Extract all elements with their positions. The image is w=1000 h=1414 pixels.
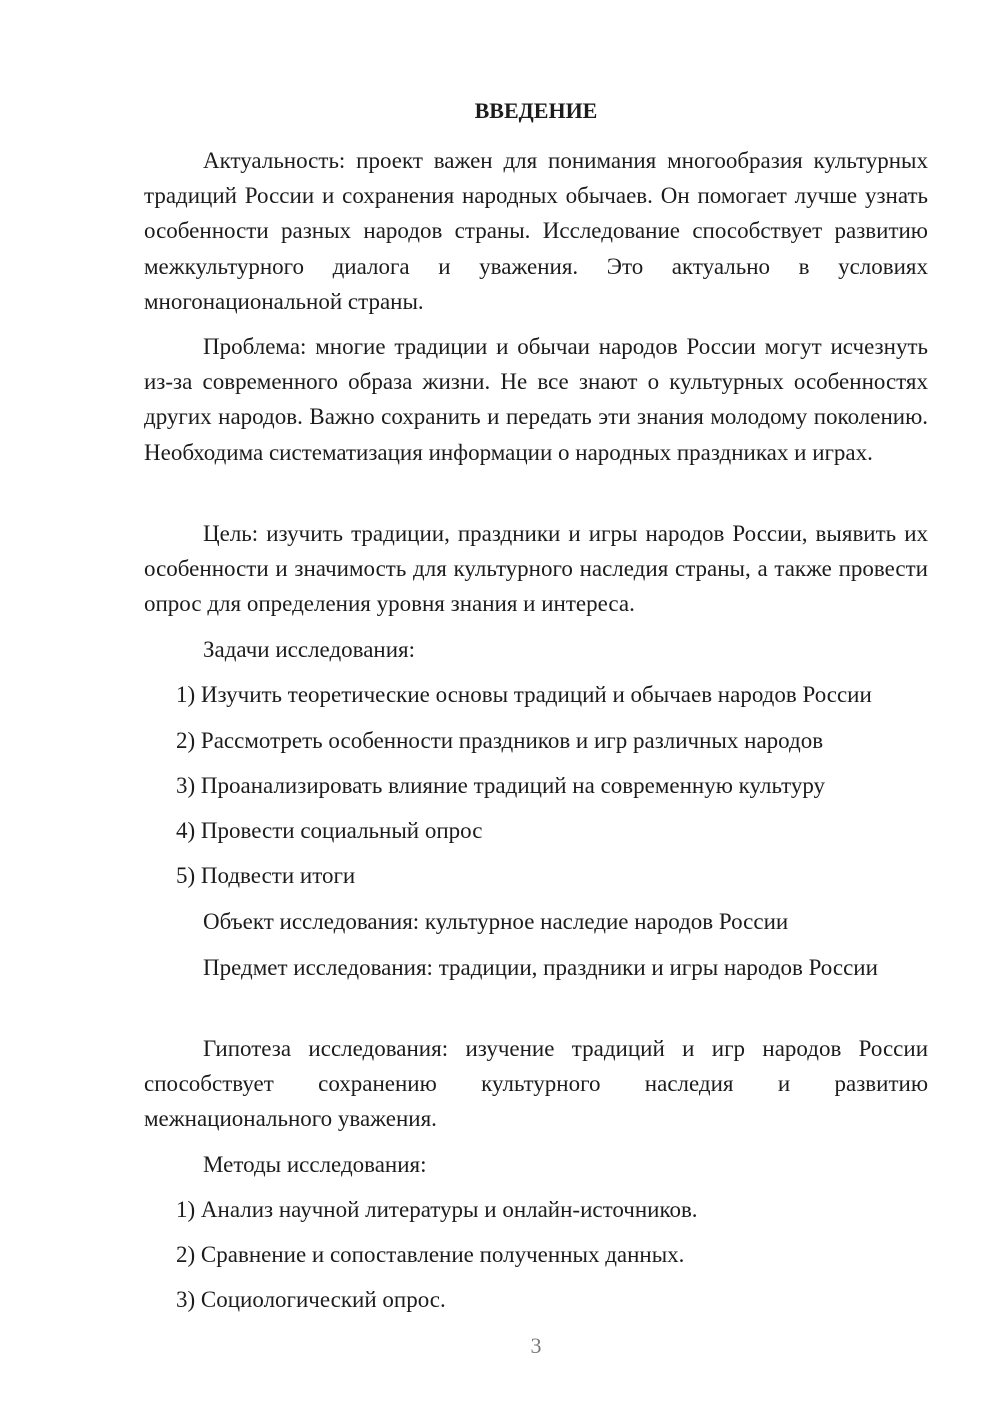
task-item: 4) Провести социальный опрос [176,818,483,843]
tasks-label: Задачи исследования: [203,637,416,662]
goal-paragraph: Цель: изучить традиции, праздники и игры народов России, выявить их особенности и значимость для культурного наследия страны, а также провести опрос для определения уровня знания и интереса. [144,521,928,617]
page-number: 3 [530,1333,542,1358]
task-item: 5) Подвести итоги [176,863,356,888]
method-item: 2) Сравнение и сопоставление полученных данных. [176,1242,685,1267]
method-item: 1) Анализ научной литературы и онлайн-источников. [176,1197,698,1222]
page-title: ВВЕДЕНИЕ [474,98,598,123]
problem-paragraph: Проблема: многие традиции и обычаи народов России могут исчезнуть из-за современного образа жизни. Не все знают о культурных особенностях других народов. Важно сохранить и передать эти знания молодому поколению. Необходима систематизация информации о народных праздниках и играх. [144,334,928,465]
task-item: 3) Проанализировать влияние традиций на современную культуру [176,773,826,798]
relevance-paragraph: Актуальность: проект важен для понимания многообразия культурных традиций России и сохранения народных обычаев. Он помогает лучше узнать особенности разных народов страны. Исследование способствует развитию межкультурного диалога и уважения. Это актуально в условиях многонациональной страны. [144,148,928,314]
methods-label: Методы исследования: [203,1152,427,1177]
task-item: 1) Изучить теоретические основы традиций и обычаев народов России [176,682,872,707]
object-paragraph: Объект исследования: культурное наследие народов России [203,909,789,934]
task-item: 2) Рассмотреть особенности праздников и игр различных народов [176,728,824,753]
subject-paragraph: Предмет исследования: традиции, праздники и игры народов России [203,955,878,980]
hypothesis-paragraph: Гипотеза исследования: изучение традиций и игр народов России способствует сохранению культурного наследия и развитию межнационального уважения. [144,1036,928,1132]
method-item: 3) Социологический опрос. [176,1287,446,1312]
